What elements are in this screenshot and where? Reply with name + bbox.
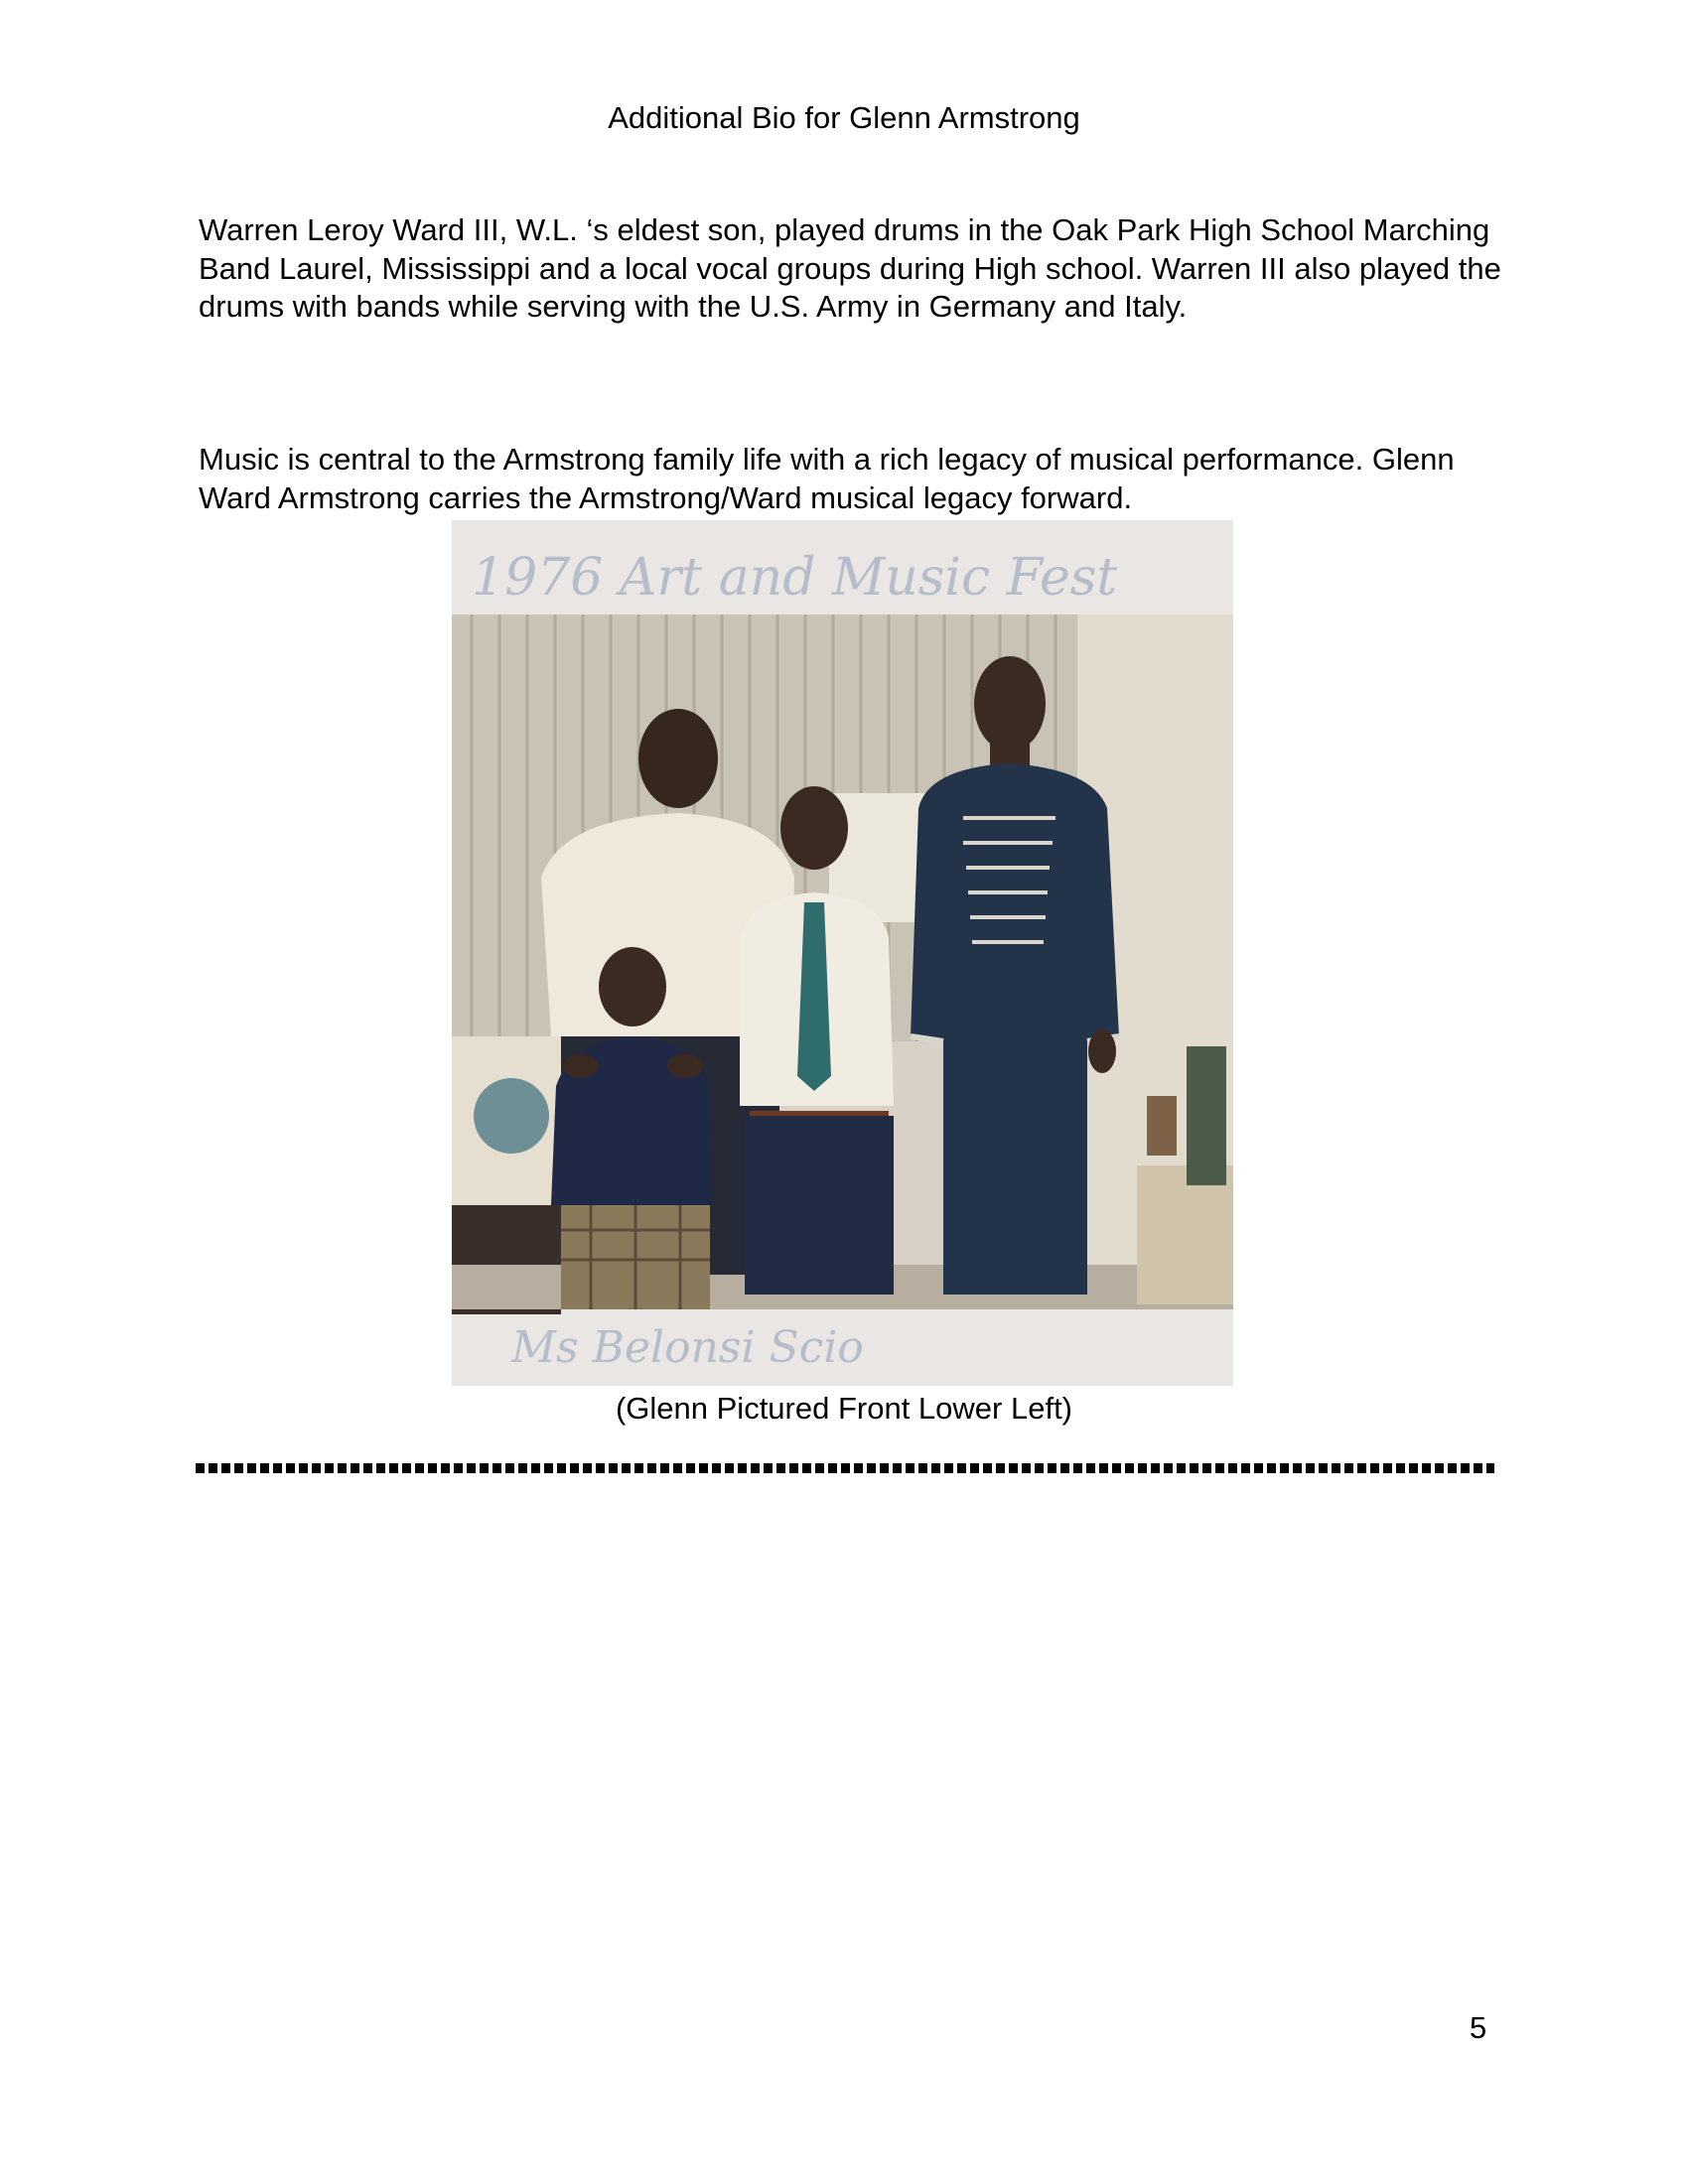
photo-top-inscription: 1976 Art and Music Fest xyxy=(472,548,1118,608)
family-photo xyxy=(452,520,1233,1386)
page-title: Additional Bio for Glenn Armstrong xyxy=(608,100,1080,135)
dotted-divider xyxy=(196,1463,1494,1473)
photo-caption: (Glenn Pictured Front Lower Left) xyxy=(615,1391,1073,1426)
paragraph-music-legacy: Music is central to the Armstrong family life with a rich legacy of musical performance. Glenn Ward Armstrong carries the Armstrong/Ward musical legacy forward. xyxy=(199,442,1455,515)
paragraph-warren-ward: Warren Leroy Ward III, W.L. ‘s eldest son, played drums in the Oak Park High School Marching Band Laurel, Mississippi and a local vocal groups during High school. Warren III also played the drums with bands while serving with the U.S. Army in Germany and Italy. xyxy=(199,212,1501,324)
page-number: 5 xyxy=(1470,2010,1487,2045)
photo-bottom-inscription: Ms Belonsi Scio xyxy=(511,1322,864,1373)
